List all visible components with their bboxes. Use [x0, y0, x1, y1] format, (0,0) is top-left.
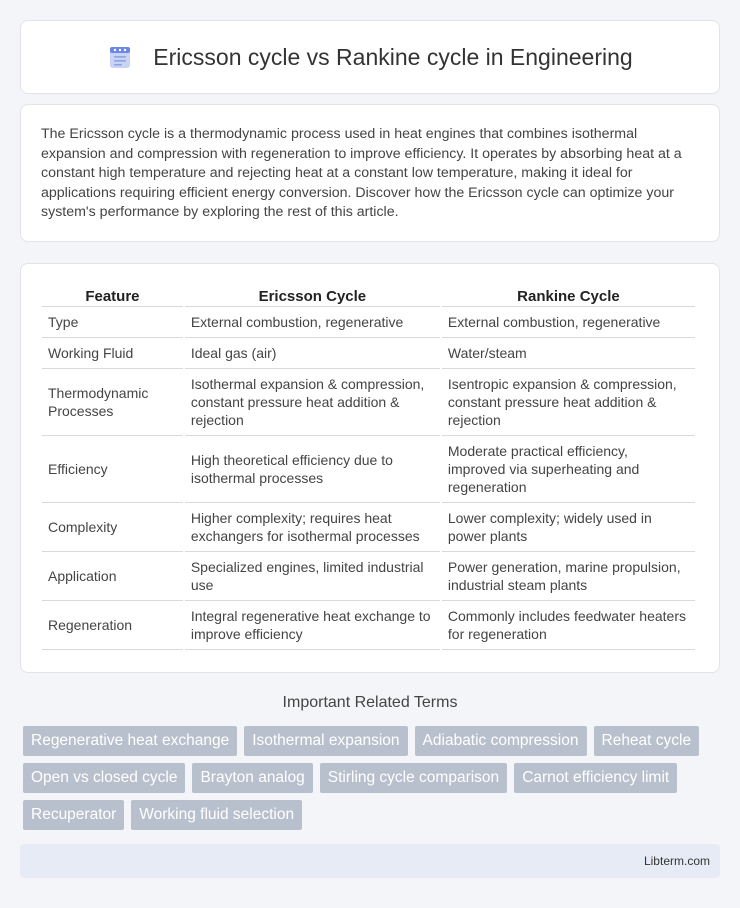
- table-cell: Isothermal expansion & compression, constant pressure heat addition & rejection: [185, 369, 440, 436]
- related-term-tag[interactable]: Regenerative heat exchange: [23, 726, 237, 756]
- table-row: [42, 552, 695, 601]
- table-cell: Integral regenerative heat exchange to improve efficiency: [185, 601, 440, 650]
- table-cell: Isentropic expansion & compression, constant pressure heat addition & rejection: [442, 369, 695, 436]
- column-header-ericsson: Ericsson Cycle: [185, 286, 440, 307]
- table-cell: Specialized engines, limited industrial use: [185, 552, 440, 601]
- related-term-tag[interactable]: Brayton analog: [192, 763, 312, 793]
- footer-site-link[interactable]: Libterm.com: [643, 854, 710, 868]
- table-cell: Regeneration: [42, 601, 183, 650]
- table-row: [42, 503, 695, 552]
- related-terms-list: [23, 726, 723, 830]
- table-row: [42, 369, 695, 436]
- comparison-table: [40, 286, 697, 650]
- table-cell: Working Fluid: [42, 338, 183, 369]
- table-cell: Moderate practical efficiency, improved via superheating and regeneration: [442, 436, 695, 503]
- header-card: [20, 20, 720, 94]
- related-term-tag[interactable]: Reheat cycle: [594, 726, 700, 756]
- related-term-tag[interactable]: Adiabatic compression: [415, 726, 587, 756]
- intro-text: The Ericsson cycle is a thermodynamic process used in heat engines that combines isothermal expansion and compression with regeneration to improve efficiency. It operates by absorbing heat at a constant high temperature and rejecting heat at a constant low temperature, making it ideal for applications requiring efficient energy conversion. Discover how the Ericsson cycle can optimize your system's performance by exploring the rest of this article.: [41, 126, 682, 220]
- document-icon: [107, 44, 133, 70]
- page-title: Ericsson cycle vs Rankine cycle in Engineering: [153, 43, 633, 70]
- table-cell: Type: [42, 307, 183, 338]
- column-header-feature: Feature: [42, 286, 183, 307]
- table-row: [42, 338, 695, 369]
- related-terms-title: Important Related Terms: [282, 694, 458, 711]
- table-cell: External combustion, regenerative: [442, 307, 695, 338]
- related-term-tag[interactable]: Stirling cycle comparison: [320, 763, 507, 793]
- related-term-tag[interactable]: Carnot efficiency limit: [514, 763, 677, 793]
- table-row: [42, 436, 695, 503]
- table-cell: Efficiency: [42, 436, 183, 503]
- table-header-row: [42, 286, 695, 307]
- table-cell: Thermodynamic Processes: [42, 369, 183, 436]
- table-row: [42, 307, 695, 338]
- related-term-tag[interactable]: Recuperator: [23, 800, 124, 830]
- table-cell: Power generation, marine propulsion, industrial steam plants: [442, 552, 695, 601]
- table-cell: External combustion, regenerative: [185, 307, 440, 338]
- table-cell: Water/steam: [442, 338, 695, 369]
- table-cell: Ideal gas (air): [185, 338, 440, 369]
- table-cell: Lower complexity; widely used in power plants: [442, 503, 695, 552]
- table-cell: Commonly includes feedwater heaters for regeneration: [442, 601, 695, 650]
- footer: [20, 844, 720, 878]
- related-term-tag[interactable]: Isothermal expansion: [244, 726, 407, 756]
- table-cell: High theoretical efficiency due to isothermal processes: [185, 436, 440, 503]
- comparison-table-card: [20, 263, 720, 673]
- related-term-tag[interactable]: Working fluid selection: [131, 800, 302, 830]
- table-row: [42, 601, 695, 650]
- intro-card: [20, 104, 720, 242]
- table-cell: Application: [42, 552, 183, 601]
- table-cell: Complexity: [42, 503, 183, 552]
- column-header-rankine: Rankine Cycle: [442, 286, 695, 307]
- table-cell: Higher complexity; requires heat exchangers for isothermal processes: [185, 503, 440, 552]
- related-term-tag[interactable]: Open vs closed cycle: [23, 763, 185, 793]
